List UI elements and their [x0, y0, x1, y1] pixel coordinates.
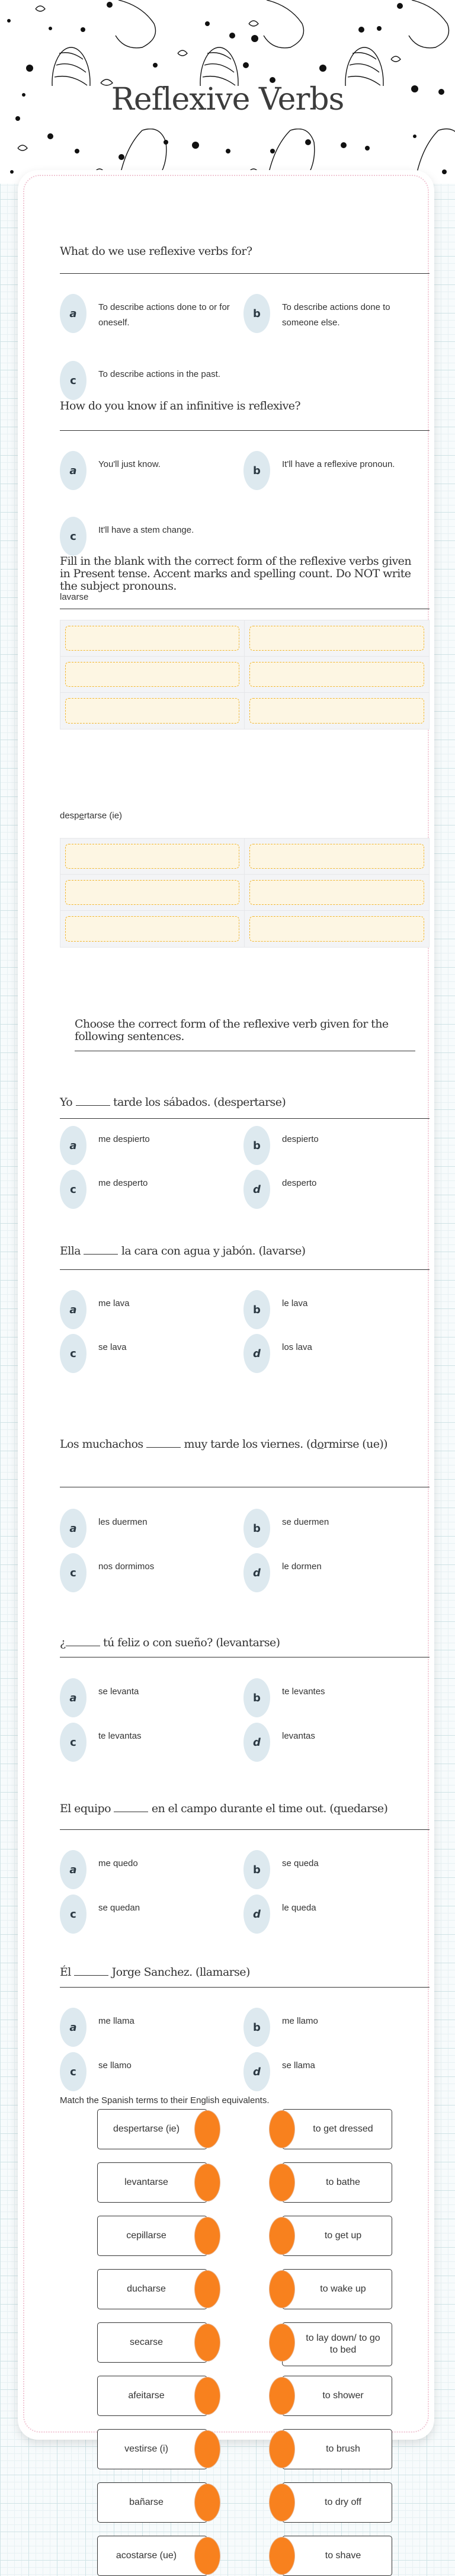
prompt-part: Jorge Sanchez. (llamarse) [111, 1966, 250, 1979]
fill-cell [245, 875, 429, 911]
option-letter-badge: c [60, 1170, 86, 1209]
match-term-text: ducharse [127, 2284, 166, 2294]
option-text: To describe actions in the past. [98, 369, 220, 379]
match-term-text: to dry off [325, 2497, 361, 2507]
choose-4-option-a[interactable] [60, 1687, 238, 1717]
option-letter-badge: b [243, 1126, 270, 1165]
prompt-part: ¿ [60, 1636, 66, 1649]
match-left-connector-dot[interactable] [194, 2217, 220, 2255]
choose-4-option-d[interactable] [243, 1731, 421, 1762]
match-left-term[interactable] [97, 2429, 207, 2469]
match-term-text: to get dressed [313, 2124, 373, 2134]
option-text: se lava [98, 1342, 127, 1352]
option-letter-badge: a [60, 1509, 86, 1548]
answer-input-ellos[interactable] [249, 698, 424, 724]
prompt-part: Ella [60, 1244, 81, 1257]
match-right-term[interactable] [282, 2482, 392, 2523]
choose-6-divider [60, 1987, 430, 1988]
answer-input-nosotros[interactable] [249, 844, 424, 869]
page-title: Reflexive Verbs [111, 82, 344, 117]
match-right-term[interactable] [282, 2376, 392, 2416]
match-right-connector-dot[interactable] [269, 2377, 295, 2415]
choose-6-option-d[interactable] [243, 2060, 421, 2091]
option-text: desperto [282, 1178, 317, 1188]
fill-in-table-lavarse [60, 620, 430, 729]
match-right-connector-dot[interactable] [269, 2164, 295, 2201]
match-right-term[interactable] [282, 2536, 392, 2576]
choose-2-prompt [60, 1245, 430, 1257]
match-term-text: vestirse (i) [124, 2444, 168, 2454]
choose-6-option-a[interactable] [60, 2016, 238, 2047]
option-letter-badge: a [60, 451, 86, 490]
choose-5-option-c[interactable] [60, 1903, 238, 1934]
option-letter-badge: d [243, 1723, 270, 1762]
choose-4-option-b[interactable] [243, 1687, 421, 1717]
header-banner [0, 0, 455, 184]
option-text: You'll just know. [98, 459, 161, 469]
verb-label-part: desp [60, 811, 79, 821]
match-term-text: bañarse [129, 2497, 164, 2507]
fill-cell [245, 693, 429, 729]
option-text: me despierto [98, 1134, 150, 1144]
option-text: To describe actions done to or for oneself. [98, 302, 230, 328]
verb-label-lavarse: lavarse [60, 592, 89, 602]
option-text: los lava [282, 1342, 312, 1352]
question-2-option-c[interactable] [60, 525, 238, 556]
match-left-term[interactable] [97, 2322, 207, 2363]
match-left-term[interactable] [97, 2376, 207, 2416]
worksheet-card [18, 170, 434, 2561]
fill-cell [60, 693, 245, 729]
option-letter-badge: a [60, 1126, 86, 1165]
choose-3-option-a[interactable] [60, 1517, 238, 1548]
answer-input-vosotros[interactable] [249, 880, 424, 905]
match-right-term[interactable] [282, 2162, 392, 2203]
match-term-text: afeitarse [128, 2391, 165, 2401]
option-text: despierto [282, 1134, 319, 1144]
stem-change-vowel: o [317, 1438, 324, 1451]
match-left-term[interactable] [97, 2109, 207, 2149]
choose-2-option-a[interactable] [60, 1298, 238, 1329]
match-left-connector-dot[interactable] [194, 2324, 220, 2361]
option-text: se levanta [98, 1687, 139, 1697]
option-letter-badge: d [243, 1170, 270, 1209]
match-left-connector-dot[interactable] [194, 2270, 220, 2308]
match-left-connector-dot[interactable] [194, 2377, 220, 2415]
choose-1-divider [60, 1118, 430, 1119]
choose-2-option-c[interactable] [60, 1342, 238, 1373]
choose-1-option-a[interactable] [60, 1134, 238, 1165]
option-letter-badge: c [60, 1723, 86, 1762]
prompt-part: en el campo durante el time out. (quedarse) [151, 1802, 388, 1815]
prompt-part: tarde los sábados. (despertarse) [113, 1096, 286, 1109]
choose-6-option-c[interactable] [60, 2060, 238, 2091]
option-letter-badge: b [243, 2008, 270, 2047]
option-letter-badge: d [243, 1334, 270, 1373]
match-instructions: Match the Spanish terms to their English equivalents. [60, 2095, 270, 2105]
option-letter-badge: a [60, 2008, 86, 2047]
option-letter-badge: b [243, 1509, 270, 1548]
answer-input-ellos[interactable] [249, 916, 424, 942]
answer-input-vosotros[interactable] [249, 662, 424, 687]
blank-line [74, 1967, 108, 1976]
match-term-text: to bathe [326, 2177, 360, 2187]
choose-5-divider [60, 1829, 430, 1830]
verb-label-part: rtarse (ie) [84, 811, 123, 821]
option-text: le queda [282, 1903, 316, 1913]
answer-input-nosotros[interactable] [249, 626, 424, 651]
fill-cell [60, 839, 245, 875]
question-2-divider [60, 430, 430, 431]
choose-2-option-b[interactable] [243, 1298, 421, 1329]
match-right-term[interactable] [282, 2269, 392, 2309]
match-right-connector-dot[interactable] [269, 2110, 295, 2148]
match-left-term[interactable] [97, 2162, 207, 2203]
option-text: se llamo [98, 2060, 132, 2071]
fill-cell [60, 620, 245, 657]
choose-6-option-b[interactable] [243, 2016, 421, 2047]
option-text: le lava [282, 1298, 308, 1308]
option-text: me llama [98, 2016, 134, 2026]
match-left-connector-dot[interactable] [194, 2164, 220, 2201]
question-2-option-a[interactable] [60, 459, 238, 490]
match-right-connector-dot[interactable] [269, 2217, 295, 2255]
answer-input-yo[interactable] [65, 844, 239, 869]
fill-cell [60, 911, 245, 947]
match-term-text: to shave [325, 2551, 361, 2561]
option-letter-badge: b [243, 1850, 270, 1889]
option-text: se duermen [282, 1517, 329, 1527]
option-text: It'll have a stem change. [98, 525, 194, 535]
answer-input-tu[interactable] [65, 880, 239, 905]
option-letter-badge: d [243, 2052, 270, 2091]
match-left-connector-dot[interactable] [194, 2110, 220, 2148]
prompt-part: Los muchachos [60, 1438, 143, 1451]
choose-4-option-c[interactable] [60, 1731, 238, 1762]
option-text: nos dormimos [98, 1561, 155, 1572]
choose-1-option-d[interactable] [243, 1178, 421, 1209]
choose-5-option-a[interactable] [60, 1858, 238, 1889]
blank-line [66, 1638, 100, 1646]
option-text: It'll have a reflexive pronoun. [282, 459, 395, 469]
choose-3-option-b[interactable] [243, 1517, 421, 1548]
option-letter-badge: b [243, 1290, 270, 1329]
match-right-connector-dot[interactable] [269, 2270, 295, 2308]
choose-5-option-d[interactable] [243, 1903, 421, 1934]
match-left-term[interactable] [97, 2482, 207, 2523]
option-letter-badge: c [60, 517, 86, 556]
fill-cell [245, 620, 429, 657]
choose-instructions: Choose the correct form of the reflexive verb given for the following sentences. [75, 1017, 389, 1043]
blank-line [146, 1439, 181, 1448]
choose-1-prompt [60, 1096, 430, 1109]
option-text: se queda [282, 1858, 319, 1868]
choose-1-option-c[interactable] [60, 1178, 238, 1209]
prompt-part: muy tarde los viernes. (d [184, 1438, 318, 1451]
option-text: me quedo [98, 1858, 138, 1868]
choose-3-option-d[interactable] [243, 1561, 421, 1592]
option-text: te levantes [282, 1687, 325, 1697]
stem-change-vowel: e [79, 811, 84, 821]
option-text: se quedan [98, 1903, 140, 1913]
question-1-option-b[interactable] [243, 302, 421, 333]
match-term-text: to brush [326, 2444, 360, 2454]
match-left-connector-dot[interactable] [194, 2484, 220, 2521]
question-2-prompt: How do you know if an infinitive is reflexive? [60, 399, 301, 412]
option-letter-badge: c [60, 361, 86, 400]
match-right-connector-dot[interactable] [269, 2430, 295, 2468]
choose-3-option-c[interactable] [60, 1561, 238, 1592]
option-letter-badge: d [243, 1553, 270, 1592]
option-letter-badge: b [243, 451, 270, 490]
match-right-term[interactable] [282, 2322, 392, 2366]
prompt-part: tú feliz o con sueño? (levantarse) [103, 1636, 280, 1649]
option-text: me llamo [282, 2016, 318, 2026]
choose-5-prompt [60, 1803, 430, 1815]
option-letter-badge: c [60, 2052, 86, 2091]
answer-input-tu[interactable] [65, 662, 239, 687]
option-letter-badge: c [60, 1553, 86, 1592]
match-right-term[interactable] [282, 2216, 392, 2256]
match-term-text: despertarse (ie) [113, 2124, 180, 2134]
match-left-connector-dot[interactable] [194, 2430, 220, 2468]
option-letter-badge: c [60, 1895, 86, 1934]
option-letter-badge: a [60, 294, 86, 333]
option-text: me lava [98, 1298, 130, 1308]
option-letter-badge: a [60, 1850, 86, 1889]
choose-2-option-d[interactable] [243, 1342, 421, 1373]
match-left-term[interactable] [97, 2536, 207, 2576]
fill-cell [245, 911, 429, 947]
choose-2-divider [60, 1269, 430, 1270]
blank-line [114, 1804, 148, 1812]
answer-input-yo[interactable] [65, 626, 239, 651]
option-text: levantas [282, 1731, 315, 1741]
fill-cell [60, 875, 245, 911]
option-text: les duermen [98, 1517, 148, 1527]
option-letter-badge: d [243, 1895, 270, 1934]
prompt-part: Él [60, 1966, 71, 1979]
option-text: te levantas [98, 1731, 142, 1741]
match-right-term[interactable] [282, 2429, 392, 2469]
match-term-text: levantarse [124, 2177, 168, 2187]
answer-input-el[interactable] [65, 916, 239, 942]
prompt-part: El equipo [60, 1802, 111, 1815]
option-letter-badge: b [243, 294, 270, 333]
option-letter-badge: b [243, 1678, 270, 1717]
match-left-term[interactable] [97, 2269, 207, 2309]
answer-input-el[interactable] [65, 698, 239, 724]
match-right-connector-dot[interactable] [269, 2324, 295, 2361]
option-letter-badge: a [60, 1290, 86, 1329]
match-right-connector-dot[interactable] [269, 2484, 295, 2521]
prompt-part: la cara con agua y jabón. (lavarse) [121, 1244, 306, 1257]
match-term-text: to get up [324, 2231, 362, 2241]
option-text: se llama [282, 2060, 315, 2071]
option-letter-badge: a [60, 1678, 86, 1717]
prompt-part: Yo [60, 1096, 73, 1109]
fill-in-table-despertarse [60, 838, 430, 948]
match-term-text: acostarse (ue) [116, 2551, 177, 2561]
match-term-text: secarse [129, 2337, 164, 2347]
question-1-option-a[interactable] [60, 302, 238, 333]
question-2-option-b[interactable] [243, 459, 421, 490]
blank-line [76, 1097, 110, 1106]
option-text: To describe actions done to someone else. [282, 302, 390, 328]
match-term-text: to shower [322, 2391, 364, 2401]
match-term-text: cepillarse [126, 2231, 166, 2241]
choose-3-prompt [60, 1438, 430, 1451]
match-right-term[interactable] [282, 2109, 392, 2149]
blank-line [84, 1246, 118, 1255]
fill-cell [245, 839, 429, 875]
choose-5-option-b[interactable] [243, 1858, 421, 1889]
question-1-option-c[interactable] [60, 369, 238, 400]
choose-1-option-b[interactable] [243, 1134, 421, 1165]
fill-cell [60, 657, 245, 693]
option-text: le dormen [282, 1561, 322, 1572]
prompt-part: rmirse (ue)) [323, 1438, 387, 1451]
match-left-term[interactable] [97, 2216, 207, 2256]
match-right-connector-dot[interactable] [269, 2537, 295, 2575]
choose-6-prompt [60, 1966, 430, 1979]
choose-4-prompt [60, 1637, 430, 1649]
match-term-text: to wake up [320, 2284, 366, 2294]
fill-in-instructions: Fill in the blank with the correct form of the reflexive verbs given in Present tense. Accent marks and spelling count. Do NOT write the subject pronouns. [60, 555, 411, 593]
option-text: me desperto [98, 1178, 148, 1188]
match-term-text: to lay down/ to go to bed [306, 2333, 380, 2355]
question-1-prompt: What do we use reflexive verbs for? [60, 245, 252, 258]
question-1-divider [60, 273, 430, 274]
match-left-connector-dot[interactable] [194, 2537, 220, 2575]
verb-label-despertarse [60, 811, 122, 821]
option-letter-badge: c [60, 1334, 86, 1373]
fill-cell [245, 657, 429, 693]
